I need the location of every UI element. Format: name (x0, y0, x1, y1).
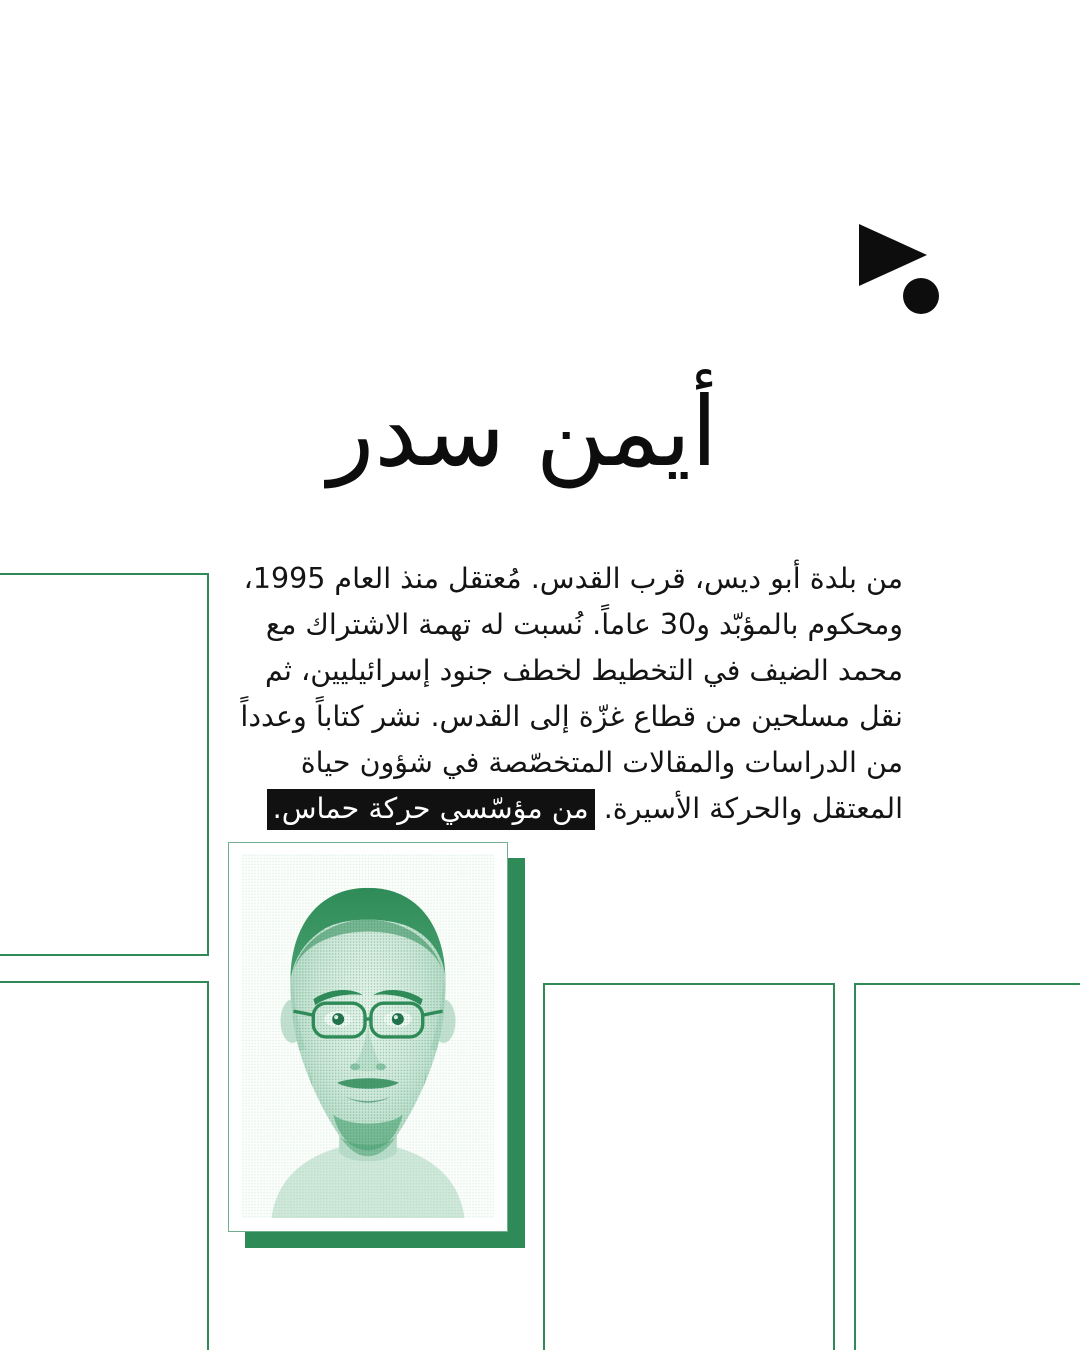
brand-logo (855, 222, 955, 318)
deco-rect-center-lower (543, 983, 835, 1350)
biography-body: من بلدة أبو ديس، قرب القدس. مُعتقل منذ العام 1995، ومحكوم بالمؤبّد و30 عاماً. نُسبت له تهمة الاشتراك مع محمد الضيف في التخطيط لخطف جنود إسرائيليين، ثم نقل مسلحين من قطاع غزّة إلى القدس. نشر كتاباً وعدداً من الدراسات والمقالات المتخصّصة في شؤون حياة المعتقل والحركة الأسيرة. (240, 562, 903, 825)
deco-rect-right-lower (854, 983, 1080, 1350)
person-name: أيمن سدر (328, 376, 718, 488)
deco-rect-left-upper (0, 573, 209, 956)
biography-highlight: من مؤسّسي حركة حماس. (267, 789, 595, 830)
dot-icon (903, 278, 939, 314)
portrait-image (242, 854, 494, 1218)
play-triangle-icon (859, 224, 927, 286)
biography-text (223, 556, 903, 832)
deco-rect-left-lower (0, 981, 209, 1350)
portrait-frame (228, 842, 508, 1232)
portrait-container (228, 842, 525, 1248)
